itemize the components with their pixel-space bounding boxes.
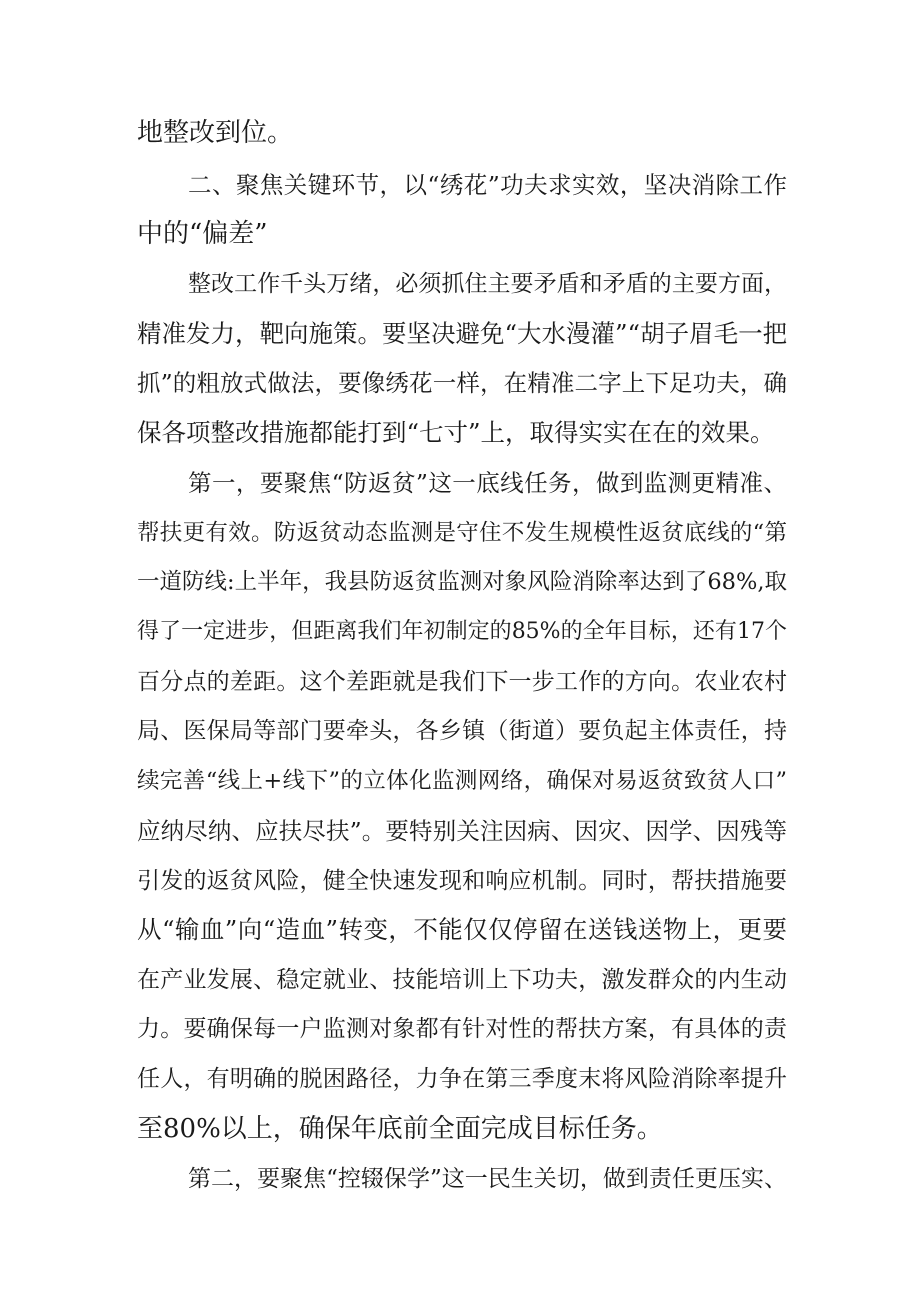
text-line: 保各项整改措施都能打到“七寸”上，取得实实在在的效果。: [137, 418, 775, 447]
section-heading: 二、聚焦关键环节，以“绣花”功夫求实效，坚决消除工作: [188, 171, 787, 199]
text-line: 第一，要聚焦“防返贫”这一底线任务，做到监测更精准、: [188, 469, 787, 497]
text-line: 从“输血”向“造血”转变，不能仅仅停留在送钱送物上，更要: [137, 915, 787, 944]
text-line: 应纳尽纳、应扶尽扶”。要特别关注因病、因灾、因学、因残等: [137, 817, 787, 845]
text-line: 局、医保局等部门要牵头，各乡镇（街道）要负起主体责任，持: [137, 718, 787, 744]
text-line: 整改工作千头万绪，必须抓住主要矛盾和矛盾的主要方面，: [188, 271, 787, 297]
text-line: 引发的返贫风险，健全快速发现和响应机制。同时，帮扶措施要: [137, 868, 787, 894]
text-line: 百分点的差距。这个差距就是我们下一步工作的方向。农业农村: [137, 669, 787, 695]
text-line: 第二，要聚焦“控辍保学”这一民生关切，做到责任更压实、: [188, 1166, 787, 1192]
section-heading: 中的“偏差”: [137, 219, 268, 249]
text-line: 在产业发展、稳定就业、技能培训上下功夫，激发群众的内生动: [137, 967, 787, 993]
text-line: 抓”的粗放式做法，要像绣花一样，在精准二字上下足功夫，确: [137, 369, 787, 397]
text-line: 续完善“线上+线下”的立体化监测网络，确保对易返贫致贫人口”: [137, 768, 787, 794]
text-line: 地整改到位。: [137, 118, 294, 148]
text-line: 精准发力，靶向施策。要坚决避免“大水漫灌”“胡子眉毛一把: [137, 319, 788, 348]
text-line: 力。要确保每一户监测对象都有针对性的帮扶方案，有具体的责: [137, 1016, 787, 1042]
text-line: 得了一定进步，但距离我们年初制定的85%的全年目标，还有17个: [137, 619, 787, 644]
text-line: 帮扶更有效。防返贫动态监测是守住不发生规模性返贫底线的“第: [137, 520, 787, 546]
text-line: 任人，有明确的脱困路径，力争在第三季度末将风险消除率提升: [137, 1066, 787, 1092]
text-line: 至80%以上，确保年底前全面完成目标任务。: [137, 1114, 663, 1144]
text-line: 一道防线:上半年，我县防返贫监测对象风险消除率达到了68%,取: [137, 569, 787, 595]
